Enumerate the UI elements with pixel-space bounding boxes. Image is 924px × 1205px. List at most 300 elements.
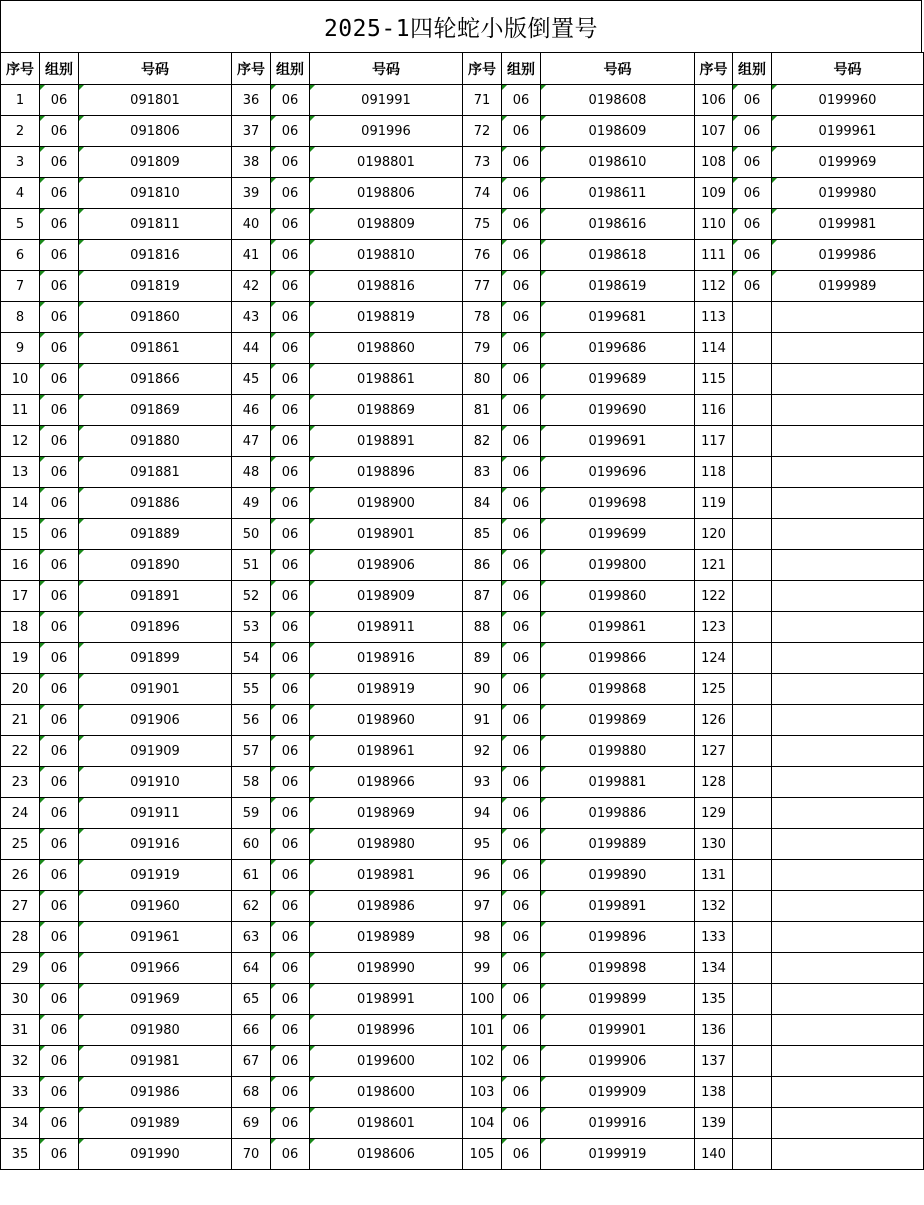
group-cell[interactable]: 06 xyxy=(733,271,772,302)
group-cell[interactable]: 06 xyxy=(271,178,310,209)
group-cell[interactable]: 06 xyxy=(502,798,541,829)
group-cell[interactable]: 06 xyxy=(40,1046,79,1077)
seq-cell[interactable]: 87 xyxy=(463,581,502,612)
code-cell[interactable]: 0199980 xyxy=(772,178,924,209)
seq-cell[interactable]: 121 xyxy=(695,550,733,581)
code-cell[interactable]: 091866 xyxy=(79,364,232,395)
seq-cell[interactable]: 77 xyxy=(463,271,502,302)
code-cell[interactable]: 0199919 xyxy=(541,1139,695,1170)
group-cell[interactable]: 06 xyxy=(40,209,79,240)
code-cell[interactable] xyxy=(772,643,924,674)
group-cell[interactable]: 06 xyxy=(271,85,310,116)
header-seq[interactable]: 序号 xyxy=(695,53,733,85)
group-cell[interactable]: 06 xyxy=(733,209,772,240)
seq-cell[interactable]: 79 xyxy=(463,333,502,364)
seq-cell[interactable]: 12 xyxy=(1,426,40,457)
code-cell[interactable] xyxy=(772,674,924,705)
group-cell[interactable] xyxy=(733,1046,772,1077)
code-cell[interactable]: 091990 xyxy=(79,1139,232,1170)
group-cell[interactable]: 06 xyxy=(40,85,79,116)
seq-cell[interactable]: 21 xyxy=(1,705,40,736)
seq-cell[interactable]: 136 xyxy=(695,1015,733,1046)
seq-cell[interactable]: 26 xyxy=(1,860,40,891)
code-cell[interactable]: 0199916 xyxy=(541,1108,695,1139)
seq-cell[interactable]: 36 xyxy=(232,85,271,116)
seq-cell[interactable]: 98 xyxy=(463,922,502,953)
seq-cell[interactable]: 4 xyxy=(1,178,40,209)
group-cell[interactable]: 06 xyxy=(271,767,310,798)
seq-cell[interactable]: 95 xyxy=(463,829,502,860)
group-cell[interactable] xyxy=(733,550,772,581)
group-cell[interactable]: 06 xyxy=(40,767,79,798)
group-cell[interactable]: 06 xyxy=(40,178,79,209)
code-cell[interactable]: 091960 xyxy=(79,891,232,922)
code-cell[interactable]: 0199898 xyxy=(541,953,695,984)
group-cell[interactable] xyxy=(733,643,772,674)
seq-cell[interactable]: 81 xyxy=(463,395,502,426)
code-cell[interactable]: 091810 xyxy=(79,178,232,209)
group-cell[interactable] xyxy=(733,333,772,364)
seq-cell[interactable]: 102 xyxy=(463,1046,502,1077)
group-cell[interactable]: 06 xyxy=(271,891,310,922)
seq-cell[interactable]: 49 xyxy=(232,488,271,519)
code-cell[interactable]: 0198989 xyxy=(310,922,463,953)
seq-cell[interactable]: 122 xyxy=(695,581,733,612)
code-cell[interactable]: 091910 xyxy=(79,767,232,798)
group-cell[interactable] xyxy=(733,705,772,736)
code-cell[interactable] xyxy=(772,1108,924,1139)
code-cell[interactable] xyxy=(772,798,924,829)
seq-cell[interactable]: 51 xyxy=(232,550,271,581)
code-cell[interactable]: 0198909 xyxy=(310,581,463,612)
seq-cell[interactable]: 34 xyxy=(1,1108,40,1139)
seq-cell[interactable]: 118 xyxy=(695,457,733,488)
seq-cell[interactable]: 18 xyxy=(1,612,40,643)
header-group[interactable]: 组别 xyxy=(40,53,79,85)
seq-cell[interactable]: 44 xyxy=(232,333,271,364)
seq-cell[interactable]: 90 xyxy=(463,674,502,705)
group-cell[interactable]: 06 xyxy=(271,333,310,364)
code-cell[interactable]: 0199800 xyxy=(541,550,695,581)
group-cell[interactable]: 06 xyxy=(502,333,541,364)
group-cell[interactable]: 06 xyxy=(271,953,310,984)
seq-cell[interactable]: 71 xyxy=(463,85,502,116)
code-cell[interactable]: 0198960 xyxy=(310,705,463,736)
group-cell[interactable]: 06 xyxy=(502,1108,541,1139)
header-seq[interactable]: 序号 xyxy=(232,53,271,85)
code-cell[interactable]: 091899 xyxy=(79,643,232,674)
group-cell[interactable]: 06 xyxy=(271,147,310,178)
code-cell[interactable]: 091890 xyxy=(79,550,232,581)
group-cell[interactable]: 06 xyxy=(271,1139,310,1170)
group-cell[interactable]: 06 xyxy=(502,705,541,736)
group-cell[interactable]: 06 xyxy=(40,519,79,550)
code-cell[interactable] xyxy=(772,922,924,953)
seq-cell[interactable]: 108 xyxy=(695,147,733,178)
group-cell[interactable]: 06 xyxy=(502,984,541,1015)
seq-cell[interactable]: 8 xyxy=(1,302,40,333)
code-cell[interactable]: 0199600 xyxy=(310,1046,463,1077)
seq-cell[interactable]: 82 xyxy=(463,426,502,457)
code-cell[interactable] xyxy=(772,1046,924,1077)
group-cell[interactable] xyxy=(733,1015,772,1046)
group-cell[interactable] xyxy=(733,860,772,891)
code-cell[interactable]: 0199896 xyxy=(541,922,695,953)
seq-cell[interactable]: 52 xyxy=(232,581,271,612)
group-cell[interactable]: 06 xyxy=(502,736,541,767)
group-cell[interactable]: 06 xyxy=(502,1139,541,1170)
group-cell[interactable]: 06 xyxy=(733,178,772,209)
code-cell[interactable] xyxy=(772,457,924,488)
code-cell[interactable]: 0198969 xyxy=(310,798,463,829)
code-cell[interactable]: 091906 xyxy=(79,705,232,736)
group-cell[interactable]: 06 xyxy=(502,922,541,953)
seq-cell[interactable]: 39 xyxy=(232,178,271,209)
seq-cell[interactable]: 58 xyxy=(232,767,271,798)
seq-cell[interactable]: 120 xyxy=(695,519,733,550)
seq-cell[interactable]: 135 xyxy=(695,984,733,1015)
code-cell[interactable]: 0198809 xyxy=(310,209,463,240)
group-cell[interactable]: 06 xyxy=(502,612,541,643)
code-cell[interactable]: 091806 xyxy=(79,116,232,147)
seq-cell[interactable]: 116 xyxy=(695,395,733,426)
code-cell[interactable]: 0198810 xyxy=(310,240,463,271)
seq-cell[interactable]: 113 xyxy=(695,302,733,333)
group-cell[interactable]: 06 xyxy=(271,581,310,612)
seq-cell[interactable]: 88 xyxy=(463,612,502,643)
seq-cell[interactable]: 27 xyxy=(1,891,40,922)
group-cell[interactable]: 06 xyxy=(502,1077,541,1108)
seq-cell[interactable]: 35 xyxy=(1,1139,40,1170)
code-cell[interactable]: 0198961 xyxy=(310,736,463,767)
group-cell[interactable]: 06 xyxy=(40,116,79,147)
code-cell[interactable]: 091980 xyxy=(79,1015,232,1046)
group-cell[interactable]: 06 xyxy=(271,984,310,1015)
seq-cell[interactable]: 129 xyxy=(695,798,733,829)
code-cell[interactable]: 0199869 xyxy=(541,705,695,736)
code-cell[interactable]: 091886 xyxy=(79,488,232,519)
group-cell[interactable]: 06 xyxy=(271,364,310,395)
code-cell[interactable]: 0198986 xyxy=(310,891,463,922)
code-cell[interactable]: 0199691 xyxy=(541,426,695,457)
seq-cell[interactable]: 15 xyxy=(1,519,40,550)
seq-cell[interactable]: 99 xyxy=(463,953,502,984)
seq-cell[interactable]: 53 xyxy=(232,612,271,643)
group-cell[interactable]: 06 xyxy=(271,1077,310,1108)
code-cell[interactable]: 0198896 xyxy=(310,457,463,488)
header-group[interactable]: 组别 xyxy=(271,53,310,85)
code-cell[interactable]: 0198819 xyxy=(310,302,463,333)
seq-cell[interactable]: 101 xyxy=(463,1015,502,1046)
group-cell[interactable]: 06 xyxy=(502,147,541,178)
seq-cell[interactable]: 85 xyxy=(463,519,502,550)
seq-cell[interactable]: 112 xyxy=(695,271,733,302)
code-cell[interactable]: 0198801 xyxy=(310,147,463,178)
seq-cell[interactable]: 16 xyxy=(1,550,40,581)
seq-cell[interactable]: 73 xyxy=(463,147,502,178)
code-cell[interactable]: 0199906 xyxy=(541,1046,695,1077)
group-cell[interactable]: 06 xyxy=(502,178,541,209)
seq-cell[interactable]: 45 xyxy=(232,364,271,395)
code-cell[interactable]: 0198601 xyxy=(310,1108,463,1139)
seq-cell[interactable]: 63 xyxy=(232,922,271,953)
group-cell[interactable]: 06 xyxy=(40,953,79,984)
code-cell[interactable] xyxy=(772,302,924,333)
group-cell[interactable]: 06 xyxy=(40,1015,79,1046)
seq-cell[interactable]: 20 xyxy=(1,674,40,705)
group-cell[interactable]: 06 xyxy=(40,581,79,612)
code-cell[interactable]: 0199969 xyxy=(772,147,924,178)
code-cell[interactable]: 0199981 xyxy=(772,209,924,240)
group-cell[interactable]: 06 xyxy=(271,457,310,488)
code-cell[interactable]: 0198919 xyxy=(310,674,463,705)
code-cell[interactable] xyxy=(772,891,924,922)
code-cell[interactable] xyxy=(772,395,924,426)
seq-cell[interactable]: 126 xyxy=(695,705,733,736)
group-cell[interactable] xyxy=(733,457,772,488)
seq-cell[interactable]: 62 xyxy=(232,891,271,922)
code-cell[interactable]: 0198618 xyxy=(541,240,695,271)
group-cell[interactable]: 06 xyxy=(502,457,541,488)
group-cell[interactable]: 06 xyxy=(271,922,310,953)
seq-cell[interactable]: 97 xyxy=(463,891,502,922)
seq-cell[interactable]: 83 xyxy=(463,457,502,488)
group-cell[interactable]: 06 xyxy=(271,798,310,829)
code-cell[interactable]: 091989 xyxy=(79,1108,232,1139)
seq-cell[interactable]: 72 xyxy=(463,116,502,147)
code-cell[interactable]: 091891 xyxy=(79,581,232,612)
code-cell[interactable]: 0198891 xyxy=(310,426,463,457)
code-cell[interactable]: 091916 xyxy=(79,829,232,860)
code-cell[interactable]: 0198869 xyxy=(310,395,463,426)
code-cell[interactable]: 0198600 xyxy=(310,1077,463,1108)
group-cell[interactable]: 06 xyxy=(40,364,79,395)
group-cell[interactable]: 06 xyxy=(40,488,79,519)
seq-cell[interactable]: 68 xyxy=(232,1077,271,1108)
group-cell[interactable] xyxy=(733,736,772,767)
seq-cell[interactable]: 2 xyxy=(1,116,40,147)
code-cell[interactable]: 0199909 xyxy=(541,1077,695,1108)
seq-cell[interactable]: 61 xyxy=(232,860,271,891)
group-cell[interactable]: 06 xyxy=(271,240,310,271)
group-cell[interactable] xyxy=(733,984,772,1015)
group-cell[interactable]: 06 xyxy=(40,457,79,488)
code-cell[interactable]: 0198911 xyxy=(310,612,463,643)
seq-cell[interactable]: 41 xyxy=(232,240,271,271)
code-cell[interactable] xyxy=(772,581,924,612)
seq-cell[interactable]: 75 xyxy=(463,209,502,240)
code-cell[interactable] xyxy=(772,488,924,519)
seq-cell[interactable]: 133 xyxy=(695,922,733,953)
group-cell[interactable]: 06 xyxy=(502,488,541,519)
code-cell[interactable] xyxy=(772,1077,924,1108)
code-cell[interactable] xyxy=(772,519,924,550)
code-cell[interactable] xyxy=(772,550,924,581)
group-cell[interactable]: 06 xyxy=(271,612,310,643)
group-cell[interactable]: 06 xyxy=(271,643,310,674)
seq-cell[interactable]: 117 xyxy=(695,426,733,457)
seq-cell[interactable]: 46 xyxy=(232,395,271,426)
group-cell[interactable]: 06 xyxy=(502,364,541,395)
seq-cell[interactable]: 1 xyxy=(1,85,40,116)
seq-cell[interactable]: 106 xyxy=(695,85,733,116)
code-cell[interactable] xyxy=(772,612,924,643)
code-cell[interactable]: 091961 xyxy=(79,922,232,953)
group-cell[interactable]: 06 xyxy=(502,426,541,457)
code-cell[interactable]: 091881 xyxy=(79,457,232,488)
group-cell[interactable] xyxy=(733,519,772,550)
seq-cell[interactable]: 60 xyxy=(232,829,271,860)
code-cell[interactable]: 0199890 xyxy=(541,860,695,891)
code-cell[interactable]: 0199866 xyxy=(541,643,695,674)
group-cell[interactable]: 06 xyxy=(502,116,541,147)
seq-cell[interactable]: 25 xyxy=(1,829,40,860)
code-cell[interactable]: 091919 xyxy=(79,860,232,891)
header-seq[interactable]: 序号 xyxy=(1,53,40,85)
group-cell[interactable]: 06 xyxy=(40,674,79,705)
code-cell[interactable]: 0199698 xyxy=(541,488,695,519)
seq-cell[interactable]: 47 xyxy=(232,426,271,457)
seq-cell[interactable]: 29 xyxy=(1,953,40,984)
seq-cell[interactable]: 127 xyxy=(695,736,733,767)
code-cell[interactable] xyxy=(772,1139,924,1170)
group-cell[interactable]: 06 xyxy=(502,891,541,922)
seq-cell[interactable]: 69 xyxy=(232,1108,271,1139)
group-cell[interactable]: 06 xyxy=(40,829,79,860)
group-cell[interactable] xyxy=(733,829,772,860)
seq-cell[interactable]: 64 xyxy=(232,953,271,984)
code-cell[interactable]: 0198816 xyxy=(310,271,463,302)
seq-cell[interactable]: 57 xyxy=(232,736,271,767)
group-cell[interactable]: 06 xyxy=(502,581,541,612)
code-cell[interactable]: 091889 xyxy=(79,519,232,550)
group-cell[interactable]: 06 xyxy=(502,240,541,271)
code-cell[interactable]: 0199699 xyxy=(541,519,695,550)
group-cell[interactable]: 06 xyxy=(40,1139,79,1170)
group-cell[interactable]: 06 xyxy=(40,426,79,457)
code-cell[interactable]: 091981 xyxy=(79,1046,232,1077)
header-seq[interactable]: 序号 xyxy=(463,53,502,85)
seq-cell[interactable]: 66 xyxy=(232,1015,271,1046)
seq-cell[interactable]: 100 xyxy=(463,984,502,1015)
seq-cell[interactable]: 138 xyxy=(695,1077,733,1108)
seq-cell[interactable]: 107 xyxy=(695,116,733,147)
seq-cell[interactable]: 28 xyxy=(1,922,40,953)
code-cell[interactable]: 0199681 xyxy=(541,302,695,333)
seq-cell[interactable]: 94 xyxy=(463,798,502,829)
code-cell[interactable]: 0199901 xyxy=(541,1015,695,1046)
group-cell[interactable]: 06 xyxy=(271,550,310,581)
seq-cell[interactable]: 5 xyxy=(1,209,40,240)
seq-cell[interactable]: 140 xyxy=(695,1139,733,1170)
group-cell[interactable] xyxy=(733,395,772,426)
seq-cell[interactable]: 23 xyxy=(1,767,40,798)
seq-cell[interactable]: 50 xyxy=(232,519,271,550)
group-cell[interactable] xyxy=(733,953,772,984)
code-cell[interactable]: 0199686 xyxy=(541,333,695,364)
code-cell[interactable]: 091969 xyxy=(79,984,232,1015)
group-cell[interactable] xyxy=(733,891,772,922)
seq-cell[interactable]: 139 xyxy=(695,1108,733,1139)
seq-cell[interactable]: 24 xyxy=(1,798,40,829)
group-cell[interactable]: 06 xyxy=(502,519,541,550)
seq-cell[interactable]: 22 xyxy=(1,736,40,767)
group-cell[interactable]: 06 xyxy=(40,333,79,364)
seq-cell[interactable]: 124 xyxy=(695,643,733,674)
group-cell[interactable]: 06 xyxy=(271,426,310,457)
group-cell[interactable]: 06 xyxy=(502,1046,541,1077)
code-cell[interactable]: 0199689 xyxy=(541,364,695,395)
code-cell[interactable]: 0198611 xyxy=(541,178,695,209)
seq-cell[interactable]: 56 xyxy=(232,705,271,736)
seq-cell[interactable]: 9 xyxy=(1,333,40,364)
group-cell[interactable]: 06 xyxy=(271,116,310,147)
group-cell[interactable]: 06 xyxy=(733,240,772,271)
code-cell[interactable] xyxy=(772,953,924,984)
seq-cell[interactable]: 86 xyxy=(463,550,502,581)
group-cell[interactable]: 06 xyxy=(502,767,541,798)
group-cell[interactable]: 06 xyxy=(40,922,79,953)
code-cell[interactable]: 0198980 xyxy=(310,829,463,860)
group-cell[interactable]: 06 xyxy=(40,891,79,922)
code-cell[interactable]: 0198900 xyxy=(310,488,463,519)
group-cell[interactable]: 06 xyxy=(502,209,541,240)
code-cell[interactable]: 091801 xyxy=(79,85,232,116)
seq-cell[interactable]: 54 xyxy=(232,643,271,674)
seq-cell[interactable]: 59 xyxy=(232,798,271,829)
group-cell[interactable]: 06 xyxy=(502,1015,541,1046)
code-cell[interactable]: 091809 xyxy=(79,147,232,178)
code-cell[interactable]: 0199899 xyxy=(541,984,695,1015)
group-cell[interactable]: 06 xyxy=(271,736,310,767)
seq-cell[interactable]: 80 xyxy=(463,364,502,395)
seq-cell[interactable]: 55 xyxy=(232,674,271,705)
code-cell[interactable] xyxy=(772,767,924,798)
code-cell[interactable]: 091911 xyxy=(79,798,232,829)
group-cell[interactable] xyxy=(733,798,772,829)
code-cell[interactable]: 0198966 xyxy=(310,767,463,798)
seq-cell[interactable]: 74 xyxy=(463,178,502,209)
seq-cell[interactable]: 31 xyxy=(1,1015,40,1046)
group-cell[interactable]: 06 xyxy=(271,674,310,705)
group-cell[interactable]: 06 xyxy=(271,519,310,550)
group-cell[interactable]: 06 xyxy=(271,1046,310,1077)
seq-cell[interactable]: 115 xyxy=(695,364,733,395)
code-cell[interactable]: 0198606 xyxy=(310,1139,463,1170)
seq-cell[interactable]: 33 xyxy=(1,1077,40,1108)
code-cell[interactable]: 091811 xyxy=(79,209,232,240)
group-cell[interactable]: 06 xyxy=(40,147,79,178)
seq-cell[interactable]: 131 xyxy=(695,860,733,891)
code-cell[interactable] xyxy=(772,1015,924,1046)
seq-cell[interactable]: 10 xyxy=(1,364,40,395)
group-cell[interactable]: 06 xyxy=(40,1077,79,1108)
code-cell[interactable]: 0198619 xyxy=(541,271,695,302)
seq-cell[interactable]: 40 xyxy=(232,209,271,240)
group-cell[interactable]: 06 xyxy=(502,302,541,333)
code-cell[interactable]: 091986 xyxy=(79,1077,232,1108)
code-cell[interactable]: 0198901 xyxy=(310,519,463,550)
seq-cell[interactable]: 3 xyxy=(1,147,40,178)
seq-cell[interactable]: 48 xyxy=(232,457,271,488)
group-cell[interactable]: 06 xyxy=(502,395,541,426)
seq-cell[interactable]: 105 xyxy=(463,1139,502,1170)
group-cell[interactable]: 06 xyxy=(502,85,541,116)
group-cell[interactable]: 06 xyxy=(40,984,79,1015)
code-cell[interactable] xyxy=(772,829,924,860)
group-cell[interactable]: 06 xyxy=(502,643,541,674)
code-cell[interactable]: 0199989 xyxy=(772,271,924,302)
